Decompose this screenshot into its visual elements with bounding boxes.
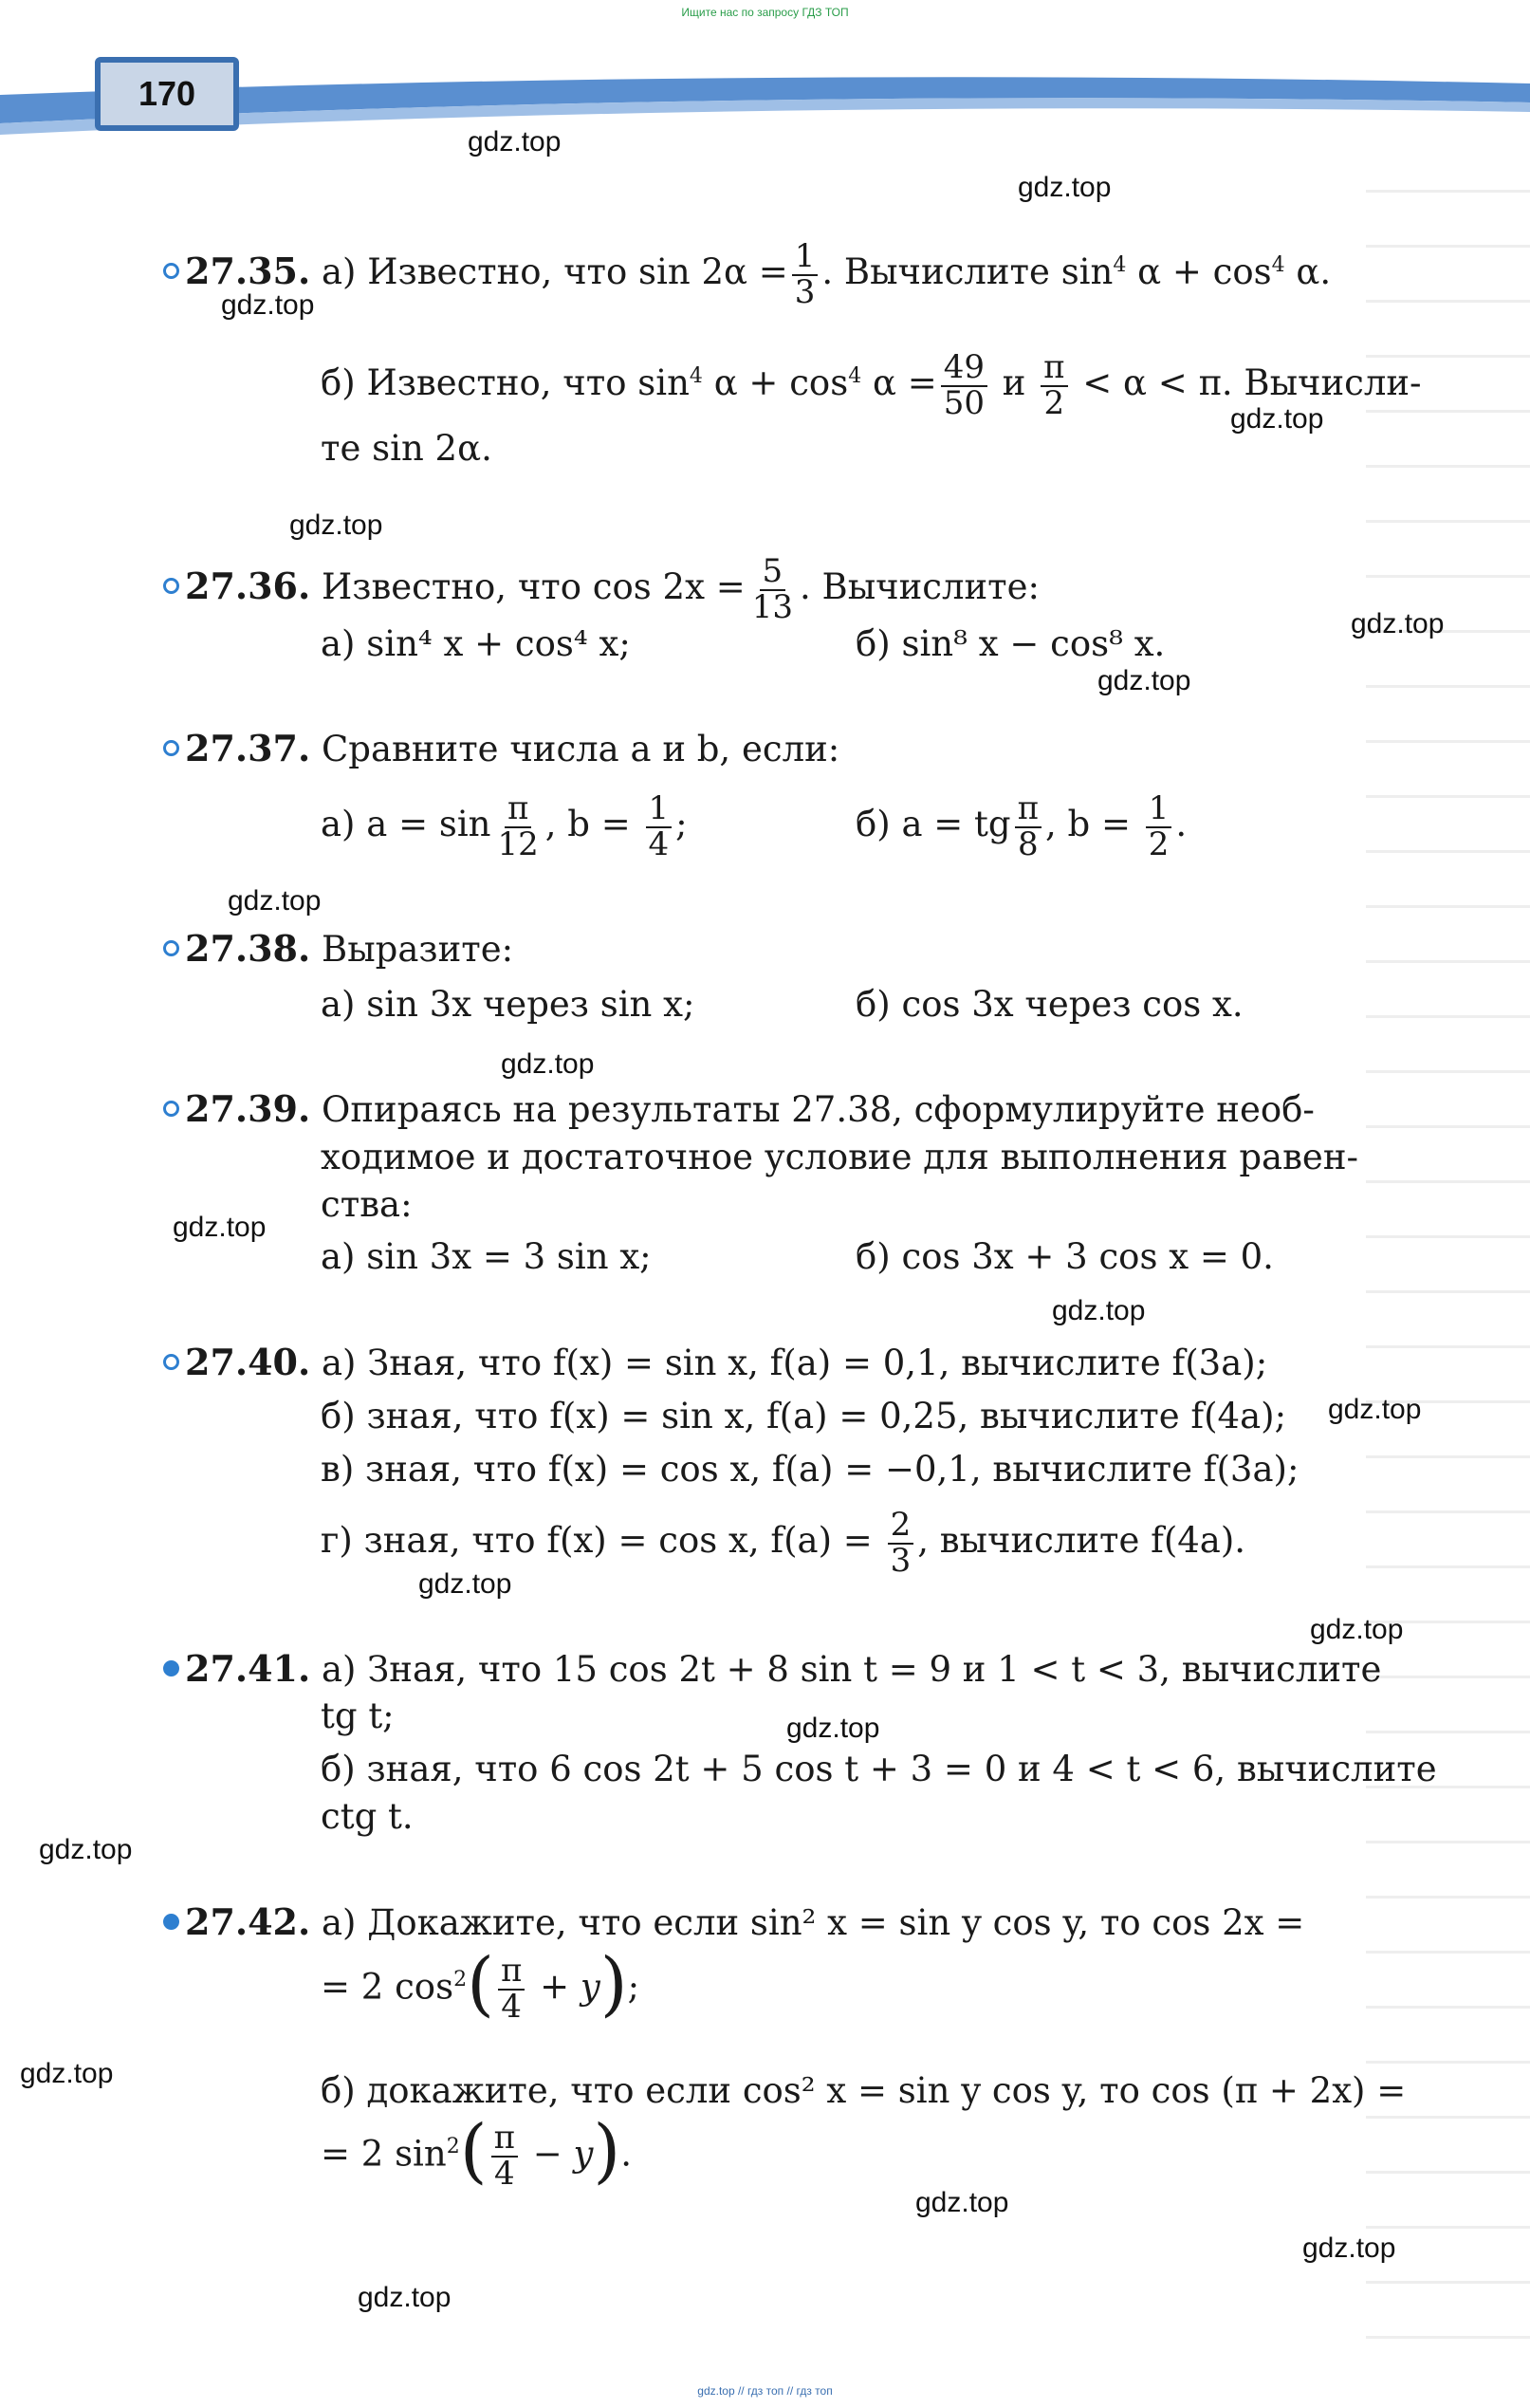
problem-27-38: 27.38. Выразите: [163, 931, 513, 967]
problem-27-42-a-cont: = 2 $\cos^2$( $\frac{\pi}{4}$ + y); [321, 1943, 640, 2026]
problem-27-39-a: а) sin 3x = 3 sin x; [321, 1236, 652, 1277]
problem-27-40-c: в) зная, что f(x) = cos x, f(a) = −0,1, вычислите f(3a); [321, 1449, 1300, 1490]
problem-27-40-d: г) зная, что f(x) = cos x, f(a) = $\frac{2}{3}$ , вычислите f(4a). [321, 1506, 1246, 1580]
problem-27-38-b: б) cos 3x через cos x. [856, 984, 1244, 1025]
watermark: gdz.top [221, 289, 315, 321]
problem-27-42-a: 27.42. а) Докажите, что если sin² x = sin y cos y, то cos 2x = [163, 1904, 1304, 1940]
bleed-through-area [1366, 190, 1530, 2372]
watermark: gdz.top [1018, 172, 1112, 203]
page-number: 170 [95, 57, 239, 131]
watermark: gdz.top [173, 1212, 267, 1243]
problem-27-42-b-cont: = 2 $\sin^2$( $\frac{\pi}{4}$ − y). [321, 2110, 633, 2193]
watermark: gdz.top [39, 1834, 133, 1865]
problem-27-37: 27.37. Сравните числа a и b, если: [163, 731, 839, 767]
watermark: gdz.top [228, 885, 322, 917]
problem-27-41-a: 27.41. а) Зная, что 15 cos 2t + 8 sin t = 9 и 1 < t < 3, вычислите [163, 1651, 1381, 1687]
problem-27-39-line2: ходимое и достаточное условие для выполнения равен- [321, 1137, 1358, 1177]
optional-marker-icon [163, 1354, 179, 1370]
problem-27-36-b: б) sin⁸ x − cos⁸ x. [856, 623, 1166, 664]
problem-27-41-b: б) зная, что 6 cos 2t + 5 cos t + 3 = 0 и 4 < t < 6, вычислите [321, 1749, 1437, 1789]
problem-27-42-b: б) докажите, что если cos² x = sin y cos y, то cos (π + 2x) = [321, 2070, 1407, 2111]
problem-27-37-a: а) a = sin $\frac{\pi}{12}$ , b = $\frac{1}{4}$ ; [321, 789, 688, 863]
watermark: gdz.top [1052, 1295, 1146, 1326]
hard-marker-icon [163, 1914, 179, 1930]
top-note: Ищите нас по запросу ГДЗ ТОП [681, 6, 849, 19]
watermark: gdz.top [1230, 403, 1324, 435]
problem-27-35-a: 27.35. а) Известно, что sin 2α = $\frac{1}{3}$ . Вычислите $\sin^4 \alpha + \cos^4 \alpha$. [163, 240, 1331, 309]
watermark: gdz.top [915, 2187, 1009, 2218]
problem-27-39: 27.39. Опираясь на результаты 27.38, сформулируйте необ- [163, 1091, 1315, 1127]
watermark: gdz.top [1097, 665, 1191, 696]
problem-27-40-a: 27.40. а) Зная, что f(x) = sin x, f(a) = 0,1, вычислите f(3a); [163, 1344, 1267, 1380]
optional-marker-icon [163, 1101, 179, 1117]
watermark: gdz.top [418, 1568, 512, 1600]
watermark: gdz.top [358, 2282, 452, 2313]
watermark: gdz.top [20, 2058, 114, 2089]
watermark: gdz.top [501, 1048, 595, 1080]
watermark: gdz.top [1310, 1614, 1404, 1645]
watermark: gdz.top [468, 126, 562, 157]
problem-27-39-line3: ства: [321, 1184, 413, 1225]
optional-marker-icon [163, 740, 179, 756]
problem-27-41-a-cont: tg t; [321, 1695, 395, 1736]
watermark: gdz.top [1302, 2232, 1396, 2264]
problem-27-35-b-cont: те sin 2α. [321, 428, 492, 469]
watermark: gdz.top [1351, 608, 1445, 639]
watermark: gdz.top [289, 509, 383, 541]
problem-27-40-b: б) зная, что f(x) = sin x, f(a) = 0,25, вычислите f(4a); [321, 1396, 1287, 1436]
problem-27-39-b: б) cos 3x + 3 cos x = 0. [856, 1236, 1274, 1277]
watermark: gdz.top [786, 1713, 880, 1744]
problem-27-35-b: б) Известно, что $\sin^4 \alpha + \cos^4 \alpha$ = $\frac{49}{50}$ и $\frac{\pi}{2}$ < α < π. Вычисли- [321, 348, 1422, 422]
problem-27-41-b-cont: ctg t. [321, 1796, 414, 1837]
optional-marker-icon [163, 940, 179, 956]
hard-marker-icon [163, 1660, 179, 1676]
problem-27-38-a: а) sin 3x через sin x; [321, 984, 695, 1025]
optional-marker-icon [163, 263, 179, 279]
optional-marker-icon [163, 578, 179, 594]
problem-27-36: 27.36. Известно, что cos 2x = $\frac{5}{13}$ . Вычислите: [163, 555, 1040, 624]
problem-27-37-b: б) a = tg $\frac{\pi}{8}$ , b = $\frac{1}{2}$ . [856, 789, 1188, 863]
watermark: gdz.top [1328, 1394, 1422, 1425]
problem-27-36-a: а) sin⁴ x + cos⁴ x; [321, 623, 631, 664]
footer: gdz.top // гдз топ // гдз топ [697, 2384, 833, 2398]
